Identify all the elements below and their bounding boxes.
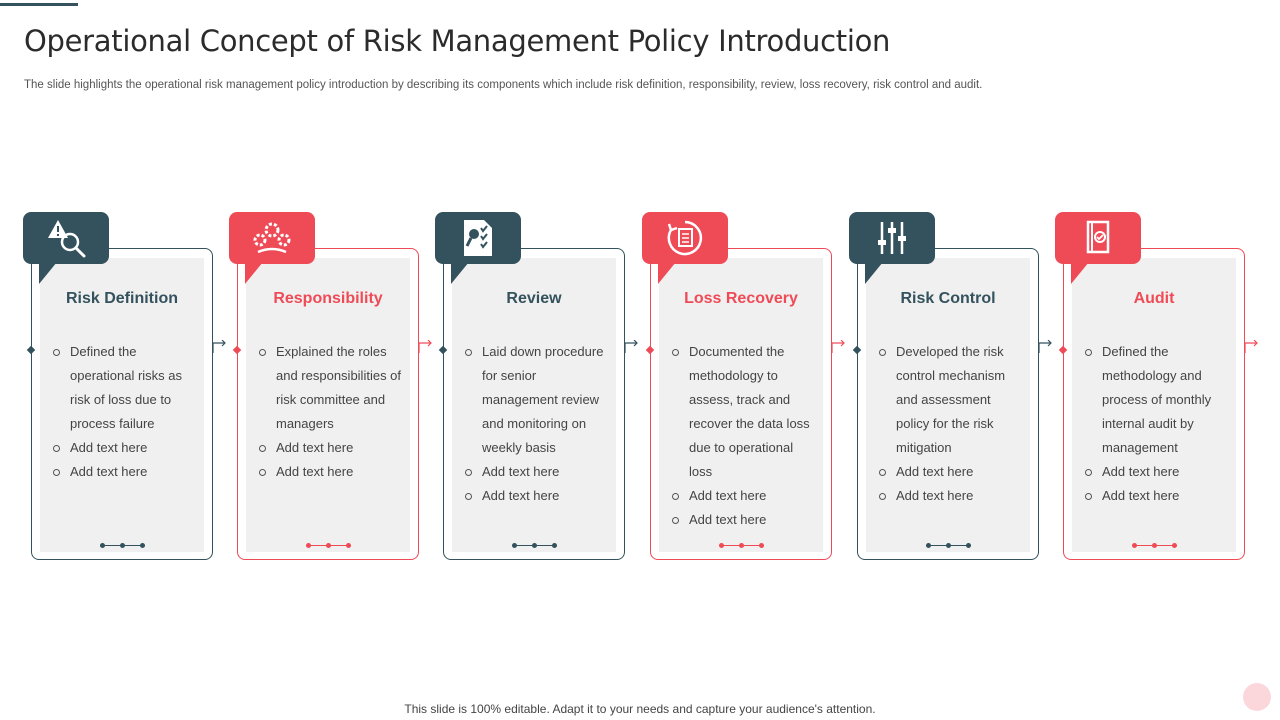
list-item: Add text here: [666, 484, 816, 508]
document-refresh-icon: [661, 216, 709, 260]
list-item: Explained the roles and responsibilities of risk committee and managers: [253, 340, 403, 436]
card-title: Responsibility: [273, 290, 383, 307]
bullet-circle-icon: [1085, 469, 1092, 476]
bullet-circle-icon: [672, 349, 679, 356]
card-badge: [849, 212, 935, 264]
card-loss-recovery: [642, 212, 842, 562]
bullet-list: [459, 340, 609, 508]
slide-footer: This slide is 100% editable. Adapt it to your needs and capture your audience's attention.: [404, 702, 876, 716]
connector-dots: [926, 543, 971, 549]
card-audit: [1055, 212, 1255, 562]
card-risk-definition: [23, 212, 223, 562]
list-item: Add text here: [1079, 460, 1229, 484]
card-risk-control: [849, 212, 1049, 562]
card-badge: [229, 212, 315, 264]
bullet-circle-icon: [879, 469, 886, 476]
bullet-list: [253, 340, 403, 484]
card-review: [435, 212, 635, 562]
top-accent-bar: [0, 3, 78, 6]
bullet-circle-icon: [465, 469, 472, 476]
connector-dots: [719, 543, 764, 549]
list-item: Add text here: [253, 460, 403, 484]
badge-pointer: [658, 262, 676, 284]
card-title: Review: [506, 290, 562, 307]
checklist-review-icon: [454, 216, 502, 260]
slide-subtitle: The slide highlights the operational risk management policy introduction by describing its components which include risk definition, responsibility, review, loss recovery, risk control and audit.: [24, 79, 983, 91]
bullet-circle-icon: [53, 349, 60, 356]
bullet-list: [47, 340, 197, 484]
list-item: Add text here: [459, 460, 609, 484]
arrow-right-icon: [205, 340, 229, 354]
bullet-circle-icon: [465, 349, 472, 356]
card-badge: [1055, 212, 1141, 264]
connector-dots: [512, 543, 557, 549]
connector-dots: [100, 543, 145, 549]
card-responsibility: [229, 212, 429, 562]
list-item: Developed the risk control mechanism and assessment policy for the risk mitigation: [873, 340, 1023, 460]
corner-circle-decoration: [1243, 683, 1271, 711]
arrow-right-icon: [411, 340, 435, 354]
bullet-list: [1079, 340, 1229, 508]
bullet-circle-icon: [259, 349, 266, 356]
bullet-list: [873, 340, 1023, 508]
arrow-right-icon: [1031, 340, 1055, 354]
bullet-circle-icon: [1085, 493, 1092, 500]
bullet-circle-icon: [879, 493, 886, 500]
bullet-circle-icon: [465, 493, 472, 500]
badge-pointer: [865, 262, 883, 284]
bullet-list: [666, 340, 816, 532]
list-item: Add text here: [1079, 484, 1229, 508]
card-badge: [435, 212, 521, 264]
list-item: Add text here: [873, 484, 1023, 508]
list-item: Documented the methodology to assess, track and recover the data loss due to operational loss: [666, 340, 816, 484]
list-item: Laid down procedure for senior management review and monitoring on weekly basis: [459, 340, 609, 460]
badge-pointer: [451, 262, 469, 284]
list-item: Defined the methodology and process of monthly internal audit by management: [1079, 340, 1229, 460]
card-title: Risk Definition: [65, 290, 178, 307]
bullet-circle-icon: [879, 349, 886, 356]
bullet-circle-icon: [1085, 349, 1092, 356]
bullet-circle-icon: [53, 445, 60, 452]
bullet-circle-icon: [259, 445, 266, 452]
connector-dots: [1132, 543, 1177, 549]
list-item: Add text here: [666, 508, 816, 532]
arrow-right-icon: [617, 340, 641, 354]
sliders-icon: [868, 216, 916, 260]
arrow-right-icon: [824, 340, 848, 354]
list-item: Add text here: [253, 436, 403, 460]
connector-dots: [306, 543, 351, 549]
bullet-circle-icon: [672, 493, 679, 500]
gears-hand-icon: [248, 216, 296, 260]
slide-title: Operational Concept of Risk Management Policy Introduction: [24, 24, 891, 58]
list-item: Add text here: [873, 460, 1023, 484]
warning-magnifier-icon: [42, 216, 90, 260]
bullet-circle-icon: [53, 469, 60, 476]
audit-book-icon: [1074, 216, 1122, 260]
list-item: Add text here: [47, 436, 197, 460]
card-badge: [642, 212, 728, 264]
list-item: Add text here: [459, 484, 609, 508]
card-title: Risk Control: [900, 290, 996, 307]
arrow-right-icon: [1237, 340, 1261, 354]
badge-pointer: [39, 262, 57, 284]
list-item: Defined the operational risks as risk of loss due to process failure: [47, 340, 197, 436]
card-title: Loss Recovery: [684, 290, 798, 307]
badge-pointer: [245, 262, 263, 284]
bullet-circle-icon: [672, 517, 679, 524]
bullet-circle-icon: [259, 469, 266, 476]
badge-pointer: [1071, 262, 1089, 284]
card-title: Audit: [1133, 290, 1175, 307]
list-item: Add text here: [47, 460, 197, 484]
card-badge: [23, 212, 109, 264]
